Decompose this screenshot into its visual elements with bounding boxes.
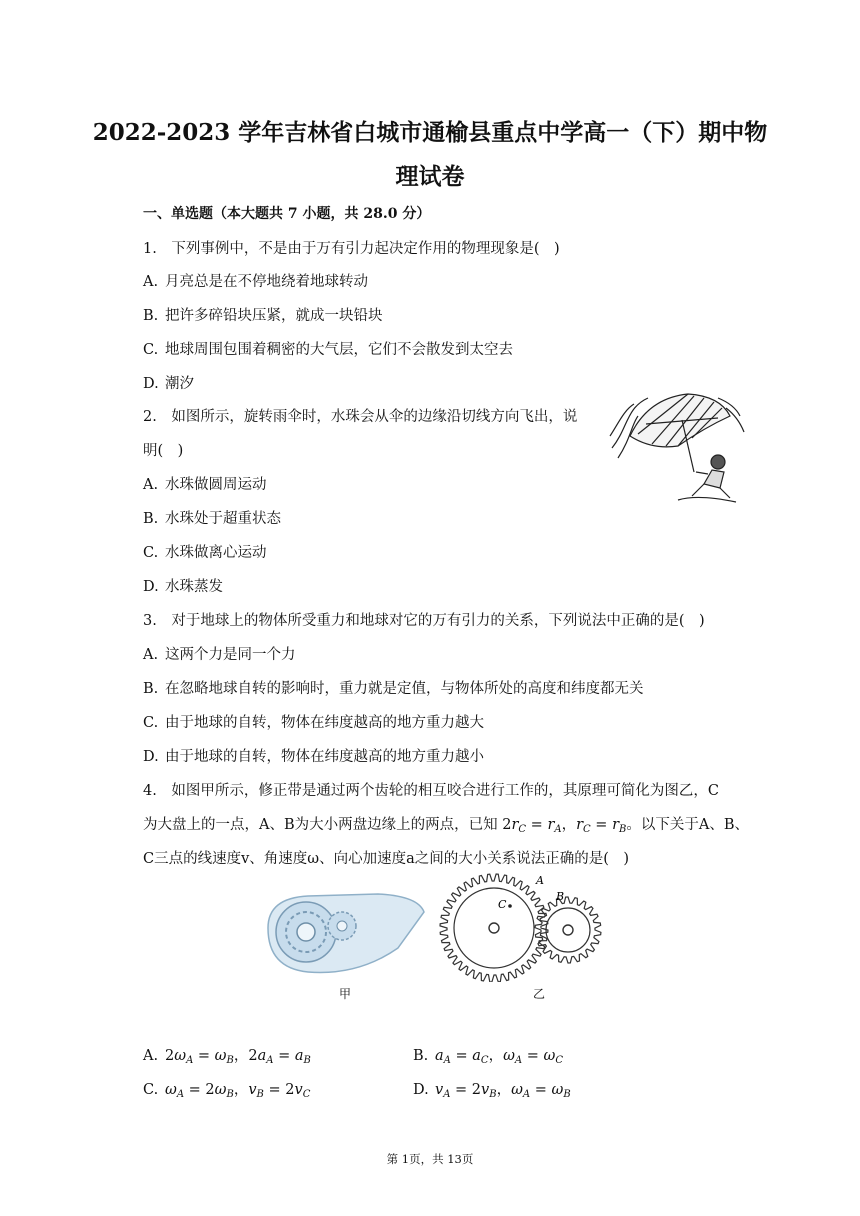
figure-caption-jia: 甲 — [339, 987, 352, 1001]
q1-stem: 1. 下列事例中，不是由于万有引力起决定作用的物理现象是( ) — [143, 241, 560, 257]
gear-label-b: B — [556, 890, 565, 903]
q3-option-b: B. 在忽略地球自转的影响时，重力就是定值，与物体所处的高度和纬度都无关 — [143, 681, 644, 697]
exam-title-line2: 理试卷 — [395, 163, 465, 190]
q2-stem-line1: 2. 如图所示，旋转雨伞时，水珠会从伞的边缘沿切线方向飞出，说 — [143, 409, 578, 425]
q4-stem-line3: C三点的线速度v、角速度ω、向心加速度a之间的大小关系说法正确的是( ) — [143, 851, 630, 867]
q2-option-b: B. 水珠处于超重状态 — [143, 511, 281, 527]
gear-label-a: A — [536, 874, 544, 887]
q1-option-b: B. 把许多碎铅块压紧，就成一块铅块 — [143, 308, 383, 324]
q4-option-d: D. $v_A = 2v_B$，$\omega_A = \omega_B$ — [413, 1082, 571, 1100]
q3-option-d: D. 由于地球的自转，物体在纬度越高的地方重力越小 — [143, 749, 484, 765]
q1-option-a: A. 月亮总是在不停地绕着地球转动 — [143, 274, 368, 290]
q3-option-a: A. 这两个力是同一个力 — [143, 647, 296, 663]
gear-label-c: C — [498, 898, 507, 911]
exam-title-line1: 2022-2023 学年吉林省白城市通榆县重点中学高一（下）期中物 — [92, 119, 768, 146]
q1-option-c: C. 地球周围包围着稠密的大气层，它们不会散发到太空去 — [143, 342, 513, 358]
q1-option-d: D. 潮汐 — [143, 376, 194, 392]
umbrella-boy-figure — [608, 388, 748, 510]
q4-option-b: B. $a_A = a_C$，$\omega_A = \omega_C$ — [413, 1048, 563, 1066]
q2-option-d: D. 水珠蒸发 — [143, 579, 223, 595]
q3-stem: 3. 对于地球上的物体所受重力和地球对它的万有引力的关系，下列说法中正确的是( ) — [143, 613, 705, 629]
correction-tape-figure — [258, 888, 428, 980]
q4-stem-line2: 为大盘上的一点，A、B为大小两盘边缘上的两点，已知 $2r_C = r_A$，$r_C = r_B$。以下关于A、B、 — [143, 817, 750, 835]
q2-option-a: A. 水珠做圆周运动 — [143, 477, 267, 493]
section-heading: 一、单选题（本大题共 7 小题，共 28.0 分） — [143, 206, 431, 222]
gears-figure — [438, 872, 608, 982]
q4-option-a: A. $2\omega_A = \omega_B$，$2a_A = a_B$ — [143, 1048, 311, 1066]
q2-stem-line2: 明( ) — [143, 443, 184, 459]
page-footer: 第 1页，共 13页 — [386, 1152, 474, 1166]
q4-stem-line1: 4. 如图甲所示，修正带是通过两个齿轮的相互咬合进行工作的，其原理可简化为图乙，C — [143, 783, 719, 799]
q3-option-c: C. 由于地球的自转，物体在纬度越高的地方重力越大 — [143, 715, 484, 731]
figure-caption-yi: 乙 — [533, 987, 546, 1001]
q4-option-c: C. $\omega_A = 2\omega_B$，$v_B = 2v_C$ — [143, 1082, 311, 1100]
q2-option-c: C. 水珠做离心运动 — [143, 545, 267, 561]
